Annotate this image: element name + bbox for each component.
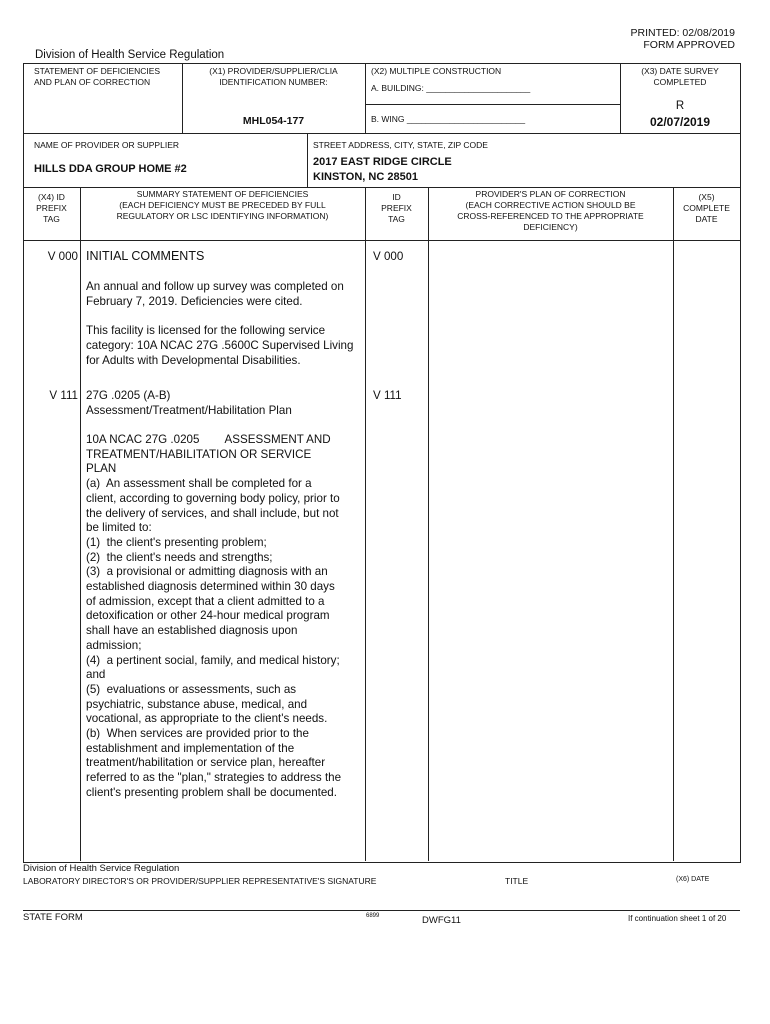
address: 2017 EAST RIDGE CIRCLE KINSTON, NC 28501: [313, 156, 452, 183]
rule-line: (a) An assessment shall be completed for a: [86, 477, 312, 491]
id-v000: V 000: [373, 250, 404, 263]
survey-date: 02/07/2019: [649, 115, 711, 129]
rule-line: PLAN: [86, 462, 117, 476]
x6-date-label: (X6) DATE: [676, 876, 710, 883]
rule-line: be limited to:: [86, 521, 152, 535]
divider: [428, 187, 429, 861]
rule-line: establishment and implementation of the: [86, 741, 295, 755]
provider-name-label: NAME OF PROVIDER OR SUPPLIER: [34, 140, 179, 150]
state-form: STATE FORM: [23, 912, 83, 923]
divider: [80, 187, 81, 861]
wing-field: B. WING _________________________: [371, 114, 526, 124]
footer-division: Division of Health Service Regulation: [23, 863, 180, 874]
rule-line: (1) the client's presenting problem;: [86, 535, 267, 549]
divider: [23, 240, 740, 241]
rule-line: established diagnosis determined within 30 days: [86, 580, 335, 594]
address-label: STREET ADDRESS, CITY, STATE, ZIP CODE: [313, 140, 488, 150]
x1-label: (X1) PROVIDER/SUPPLIER/CLIA IDENTIFICATION NUMBER:: [209, 66, 338, 87]
continuation-sheet: If continuation sheet 1 of 20: [628, 914, 727, 923]
building-field: A. BUILDING: ______________________: [371, 83, 531, 93]
tag-v111: V 111: [49, 389, 78, 402]
form-approved: FORM APPROVED: [643, 39, 735, 51]
summary-body: [86, 280, 366, 383]
rule-line: (4) a pertinent social, family, and medical history;: [86, 653, 340, 667]
tag-v000: V 000: [47, 250, 78, 263]
x5-header: (X5) COMPLETE DATE: [683, 192, 730, 224]
paragraph-survey: An annual and follow up survey was completed on February 7, 2019. Deficiencies were cited.: [86, 280, 344, 308]
statement-label: STATEMENT OF DEFICIENCIES AND PLAN OF CORRECTION: [34, 66, 161, 87]
identification-number: MHL054-177: [242, 115, 305, 127]
id-v111: V 111: [373, 389, 402, 402]
x2-label: (X2) MULTIPLE CONSTRUCTION: [371, 66, 502, 76]
rule-line: psychiatric, substance abuse, medical, and: [86, 697, 308, 711]
rule-line: treatment/habilitation or service plan, hereafter: [86, 756, 326, 770]
summary-header: SUMMARY STATEMENT OF DEFICIENCIES (EACH DEFICIENCY MUST BE PRECEDED BY FULL REGULATORY OR LSC IDENTIFYING INFORMATION): [116, 189, 329, 221]
form-code: DWFG11: [422, 915, 461, 926]
divider: [673, 187, 674, 861]
initial-comments-title: INITIAL COMMENTS: [86, 249, 205, 263]
form-number: 6899: [366, 913, 380, 919]
rule-line: (b) When services are provided prior to the: [86, 727, 309, 741]
provider-name: HILLS DDA GROUP HOME #2: [34, 163, 187, 175]
division-title: Division of Health Service Regulation: [35, 49, 225, 61]
rule-line: shall have an established diagnosis upon: [86, 624, 298, 638]
rule-line: client, according to governing body policy, prior to: [86, 491, 340, 505]
rule-text: [86, 433, 366, 801]
divider: [365, 63, 366, 133]
divider: [307, 133, 308, 187]
divider: [23, 187, 740, 188]
v111-title: 27G .0205 (A-B) Assessment/Treatment/Habilitation Plan: [86, 389, 292, 417]
rule-line: (3) a provisional or admitting diagnosis with an: [86, 565, 328, 579]
printed-date: PRINTED: 02/08/2019: [630, 27, 735, 39]
rule-line: TREATMENT/HABILITATION OR SERVICE: [86, 447, 312, 461]
rule-line: admission;: [86, 638, 142, 652]
plan-header: PROVIDER'S PLAN OF CORRECTION (EACH CORRECTIVE ACTION SHOULD BE CROSS-REFERENCED TO THE APPROPRIATE DEFICIENCY): [457, 189, 644, 232]
x3-label: (X3) DATE SURVEY COMPLETED: [641, 66, 719, 87]
x4-header: (X4) ID PREFIX TAG: [36, 192, 67, 224]
rule-line: and: [86, 668, 106, 682]
signature-label: LABORATORY DIRECTOR'S OR PROVIDER/SUPPLIER REPRESENTATIVE'S SIGNATURE: [23, 876, 377, 886]
divider: [23, 133, 740, 134]
rule-line: referred to as the "plan," strategies to address the: [86, 771, 342, 785]
divider: [365, 104, 620, 105]
rule-line: 10A NCAC 27G .0205 ASSESSMENT AND: [86, 433, 331, 446]
footer-rule: [23, 910, 740, 911]
rule-line: (2) the client's needs and strengths;: [86, 550, 273, 564]
survey-r: R: [675, 100, 685, 112]
paragraph-license: This facility is licensed for the following service category: 10A NCAC 27G .5600C Supervised Living for Adults with Developmental Disabilities.: [86, 324, 354, 367]
id-header: ID PREFIX TAG: [381, 192, 412, 224]
rule-line: client's presenting problem shall be documented.: [86, 785, 337, 799]
rule-line: the delivery of services, and shall include, but not: [86, 506, 339, 520]
rule-line: vocational, as appropriate to the client's needs.: [86, 712, 328, 726]
rule-line: detoxification or other 24-hour medical program: [86, 609, 330, 623]
rule-line: of admission, except that a client admitted to a: [86, 594, 325, 608]
rule-line: (5) evaluations or assessments, such as: [86, 682, 297, 696]
title-label: TITLE: [505, 876, 529, 886]
